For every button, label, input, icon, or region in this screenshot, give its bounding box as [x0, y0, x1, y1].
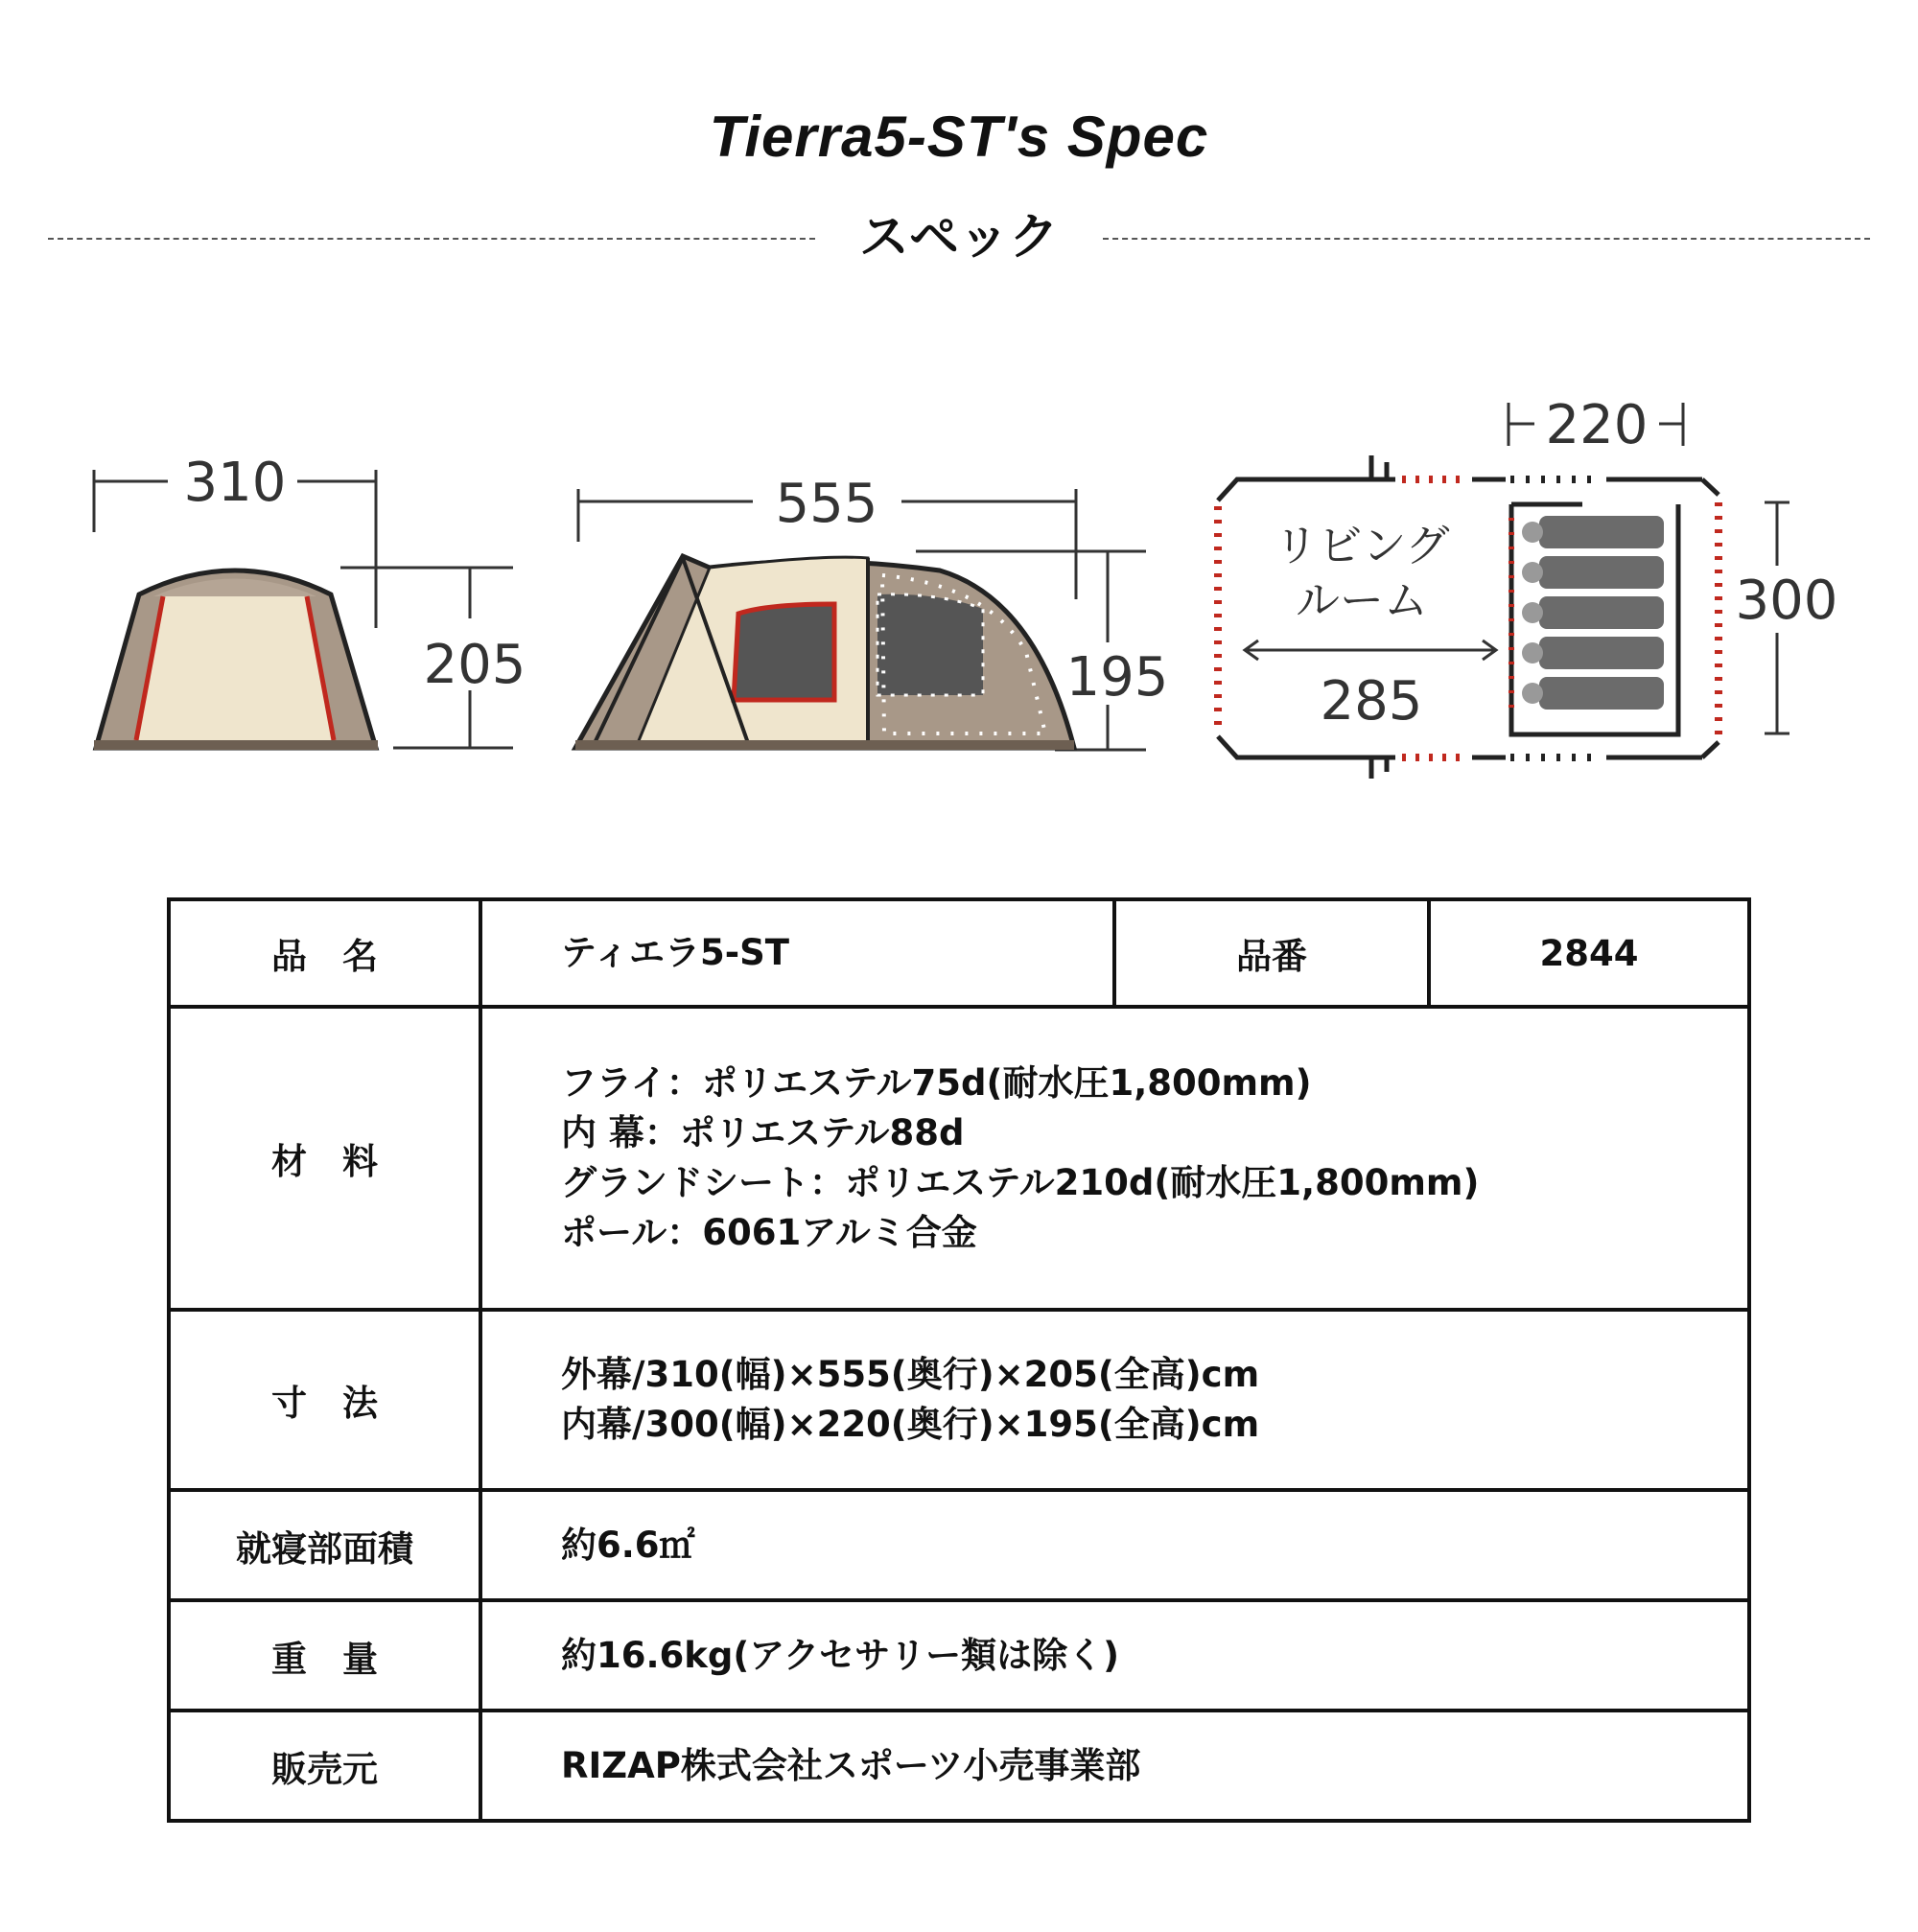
- sleeping-area-value: 約6.6㎡: [480, 1490, 1749, 1600]
- material-line: 内 幕：ポリエステル88d: [561, 1112, 965, 1153]
- living-room-label-line2: ルーム: [1296, 574, 1428, 626]
- size-value: [480, 1310, 1749, 1490]
- material-line: フライ：ポリエステル75d(耐水圧1,800mm): [561, 1062, 1312, 1104]
- side-view: [575, 473, 1168, 750]
- product-name-value: ティエラ5-ST: [480, 899, 1114, 1007]
- table-row: [169, 1711, 1749, 1821]
- sleeping-bags: [1522, 516, 1664, 710]
- side-length-label: 555: [775, 473, 878, 535]
- table-row: [169, 1490, 1749, 1600]
- material-value: [480, 1007, 1749, 1310]
- tent-dimension-diagram: [77, 403, 1880, 805]
- top-living-length-label: 285: [1320, 670, 1423, 733]
- product-number-value: 2844: [1429, 899, 1749, 1007]
- material-line: ポール：6061アルミ合金: [561, 1212, 977, 1253]
- spec-table: [167, 897, 1751, 1823]
- product-number-label: 品番: [1114, 899, 1429, 1007]
- product-name-label: 品 名: [169, 899, 480, 1007]
- front-height-label: 205: [423, 634, 526, 696]
- table-row: [169, 899, 1749, 1007]
- section-subtitle: スペック: [858, 209, 1059, 267]
- size-line: 内幕/300(幅)×220(奥行)×195(全高)cm: [561, 1404, 1260, 1445]
- side-height-label: 195: [1065, 646, 1169, 709]
- top-inner-width-label: 300: [1735, 570, 1838, 632]
- weight-label: 重 量: [169, 1600, 480, 1711]
- living-room-label-line1: リビング: [1274, 520, 1450, 571]
- seller-label: 販売元: [169, 1711, 480, 1821]
- table-row: [169, 1310, 1749, 1490]
- front-width-label: 310: [183, 452, 287, 514]
- material-label: 材 料: [169, 1007, 480, 1310]
- page-title: Tierra5-ST's Spec: [709, 105, 1209, 169]
- sleeping-area-label: 就寝部面積: [169, 1490, 480, 1600]
- seller-value: RIZAP株式会社スポーツ小売事業部: [480, 1711, 1749, 1821]
- size-label: 寸 法: [169, 1310, 480, 1490]
- material-line: グランドシート：ポリエステル210d(耐水圧1,800mm): [561, 1162, 1480, 1203]
- table-row: [169, 1007, 1749, 1310]
- table-row: [169, 1600, 1749, 1711]
- top-inner-depth-label: 220: [1545, 403, 1649, 456]
- dashed-divider-right: [1103, 238, 1870, 240]
- front-view: [94, 452, 526, 750]
- section-header: [48, 209, 1870, 267]
- weight-value: 約16.6kg(アクセサリー類は除く): [480, 1600, 1749, 1711]
- top-view: [1218, 403, 1837, 779]
- size-line: 外幕/310(幅)×555(奥行)×205(全高)cm: [561, 1354, 1260, 1395]
